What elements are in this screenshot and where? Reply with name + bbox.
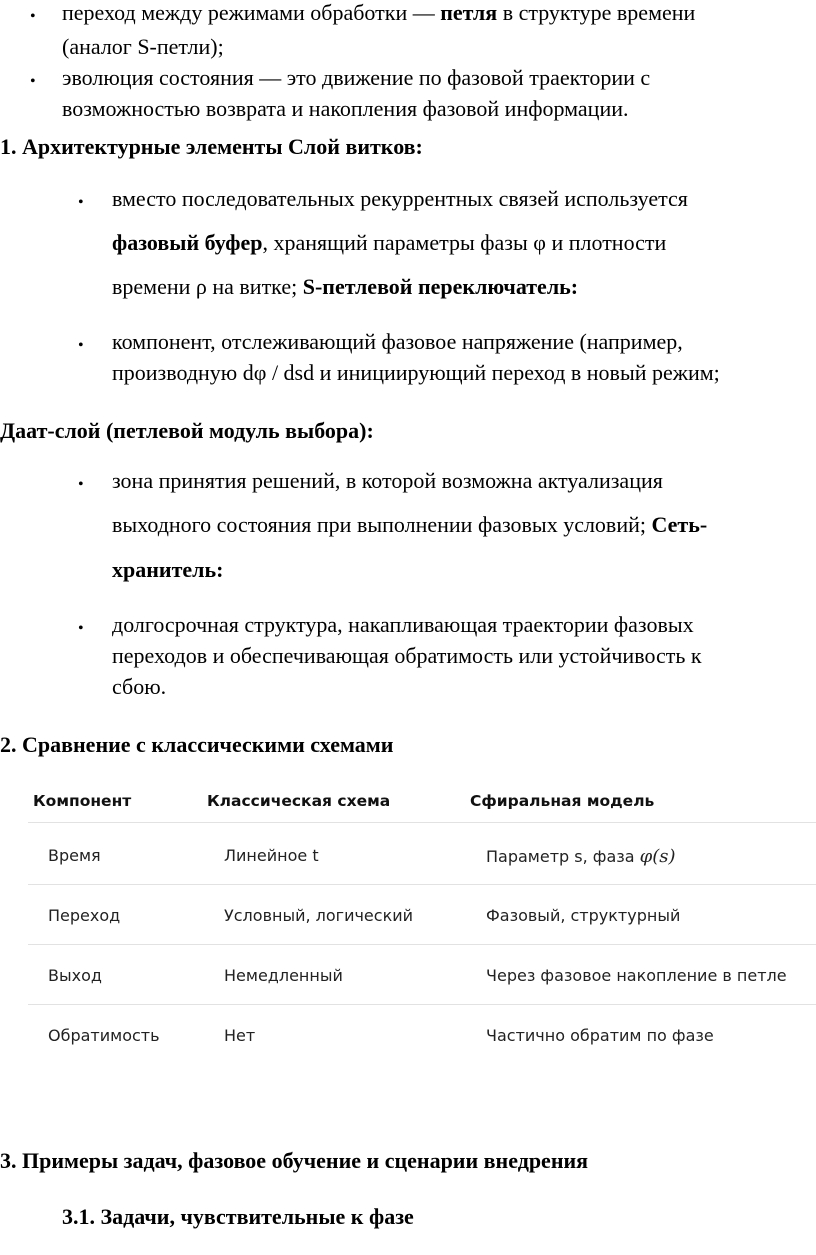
section1-bullet1-line1: вместо последовательных рекуррентных связей используется bbox=[112, 186, 688, 211]
bold-term: S-петлевой переключатель: bbox=[302, 274, 579, 299]
section1-bullet2-line2: производную dφ / dsd и инициирующий переход в новый режим; bbox=[112, 360, 720, 385]
section-2-heading: 2. Сравнение с классическими схемами bbox=[0, 732, 394, 757]
top-bullet-2-line-1: эволюция состояния — это движение по фазовой траектории с bbox=[62, 65, 651, 90]
table-cell: Частично обратим по фазе bbox=[486, 1026, 714, 1045]
table-row-divider bbox=[28, 1004, 816, 1005]
table-header-divider bbox=[28, 822, 816, 823]
section1-bullet1-line2 bbox=[112, 230, 666, 256]
top-bullet-1-line-1 bbox=[62, 0, 695, 26]
bullet-marker: • bbox=[78, 620, 84, 637]
daat-bullet2-line2: переходов и обеспечивающая обратимость или устойчивость к bbox=[112, 643, 702, 668]
table-cell: Линейное t bbox=[224, 846, 319, 865]
table-row-divider bbox=[28, 884, 816, 885]
text-run: , хранящий параметры фазы φ и плотности bbox=[262, 230, 667, 255]
table-cell: Условный, логический bbox=[224, 906, 414, 925]
section-3-1-subheading: 3.1. Задачи, чувствительные к фазе bbox=[62, 1204, 414, 1229]
bullet-marker: • bbox=[78, 337, 84, 354]
daat-bullet2-line1: долгосрочная структура, накапливающая траектории фазовых bbox=[112, 612, 694, 637]
bold-term: фазовый буфер bbox=[112, 230, 263, 255]
top-bullet-2-line-2: возможностью возврата и накопления фазовой информации. bbox=[62, 96, 629, 121]
table-cell: Обратимость bbox=[48, 1026, 160, 1045]
bullet-marker: • bbox=[78, 476, 84, 493]
table-cell: Время bbox=[48, 846, 101, 865]
text-run: в структуре времени bbox=[497, 0, 696, 25]
bold-term: Сеть- bbox=[651, 512, 708, 537]
section-3-heading: 3. Примеры задач, фазовое обучение и сценарии внедрения bbox=[0, 1148, 589, 1173]
daat-bullet1-line2 bbox=[112, 512, 707, 538]
daat-bullet1-line3 bbox=[112, 557, 223, 583]
table-row-divider bbox=[28, 944, 816, 945]
bullet-marker: • bbox=[30, 73, 36, 90]
table-cell: Через фазовое накопление в петле bbox=[486, 966, 787, 985]
top-bullet-1-line-2: (аналог S-петли); bbox=[62, 34, 224, 59]
table-cell: Немедленный bbox=[224, 966, 343, 985]
table-cell: Переход bbox=[48, 906, 121, 925]
math-expression: φ(s) bbox=[639, 846, 676, 867]
bullet-marker: • bbox=[78, 194, 84, 211]
table-header-component: Компонент bbox=[33, 792, 132, 810]
table-cell: Нет bbox=[224, 1026, 256, 1045]
bullet-marker: • bbox=[30, 8, 36, 25]
table-header-classic: Классическая схема bbox=[207, 792, 391, 810]
table-header-spiral: Сфиральная модель bbox=[470, 792, 655, 810]
table-cell: Фазовый, структурный bbox=[486, 906, 681, 925]
bold-term: хранитель: bbox=[112, 557, 224, 582]
daat-heading: Даат-слой (петлевой модуль выбора): bbox=[0, 418, 374, 443]
section-1-heading: 1. Архитектурные элементы Слой витков: bbox=[0, 134, 423, 159]
table-cell bbox=[486, 846, 676, 867]
section1-bullet1-line3 bbox=[112, 274, 578, 300]
section1-bullet2-line1: компонент, отслеживающий фазовое напряжение (например, bbox=[112, 329, 683, 354]
text-run: переход между режимами обработки — bbox=[62, 0, 441, 25]
text-run: выходного состояния при выполнении фазовых условий; bbox=[112, 512, 652, 537]
bold-term: петля bbox=[440, 0, 498, 25]
text-run: Параметр s, фаза bbox=[486, 847, 640, 866]
text-run: времени ρ на витке; bbox=[112, 274, 303, 299]
daat-bullet1-line1: зона принятия решений, в которой возможна актуализация bbox=[112, 468, 663, 493]
daat-bullet2-line3: сбою. bbox=[112, 674, 167, 699]
table-cell: Выход bbox=[48, 966, 102, 985]
